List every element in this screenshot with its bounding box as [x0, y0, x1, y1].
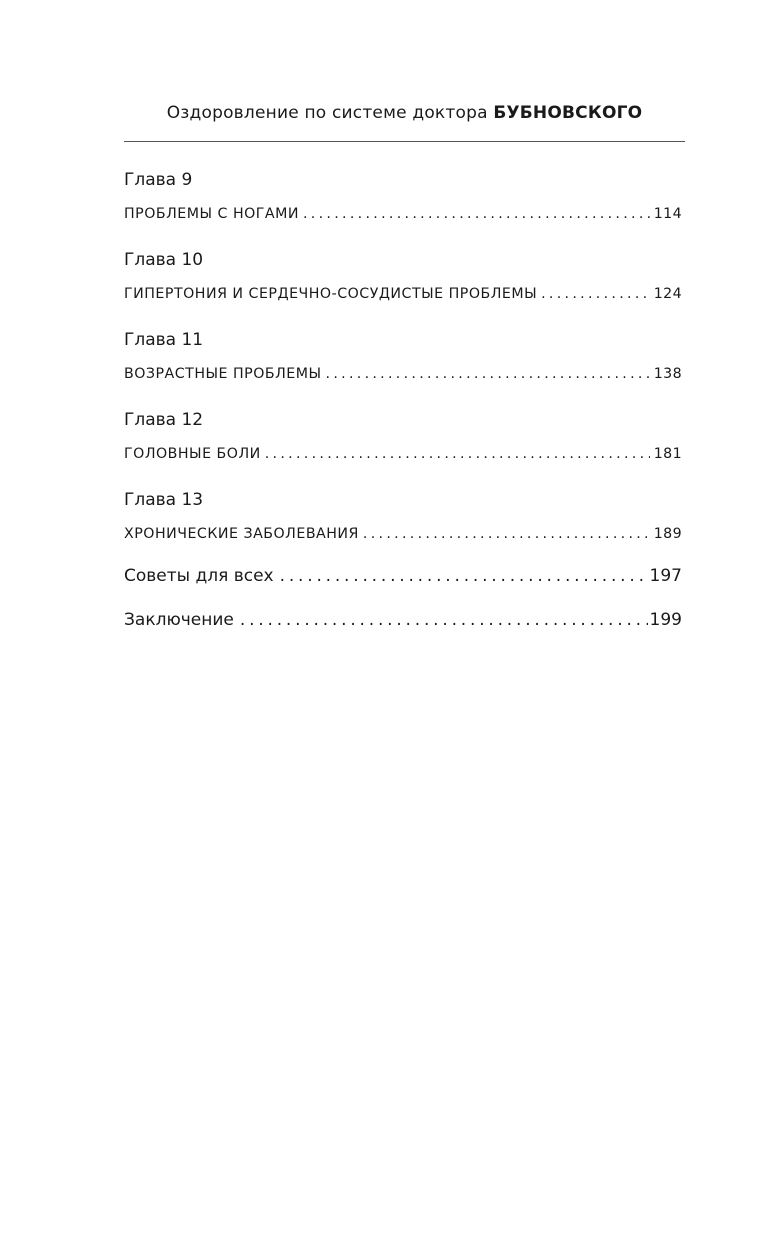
chapter-label: Глава 12: [124, 410, 204, 430]
toc-entry-title: Советы для всех: [124, 566, 274, 586]
toc-page-number: 189: [653, 526, 682, 542]
toc-chapter-12: [124, 408, 682, 464]
chapter-label: Глава 10: [124, 250, 204, 270]
toc-entry-title: ГИПЕРТОНИЯ И СЕРДЕЧНО-СОСУДИСТЫЕ ПРОБЛЕМЫ: [124, 286, 538, 302]
toc-entry[interactable]: [124, 444, 682, 464]
table-of-contents: [124, 168, 682, 652]
toc-entry[interactable]: [124, 364, 682, 384]
toc-page-number: 197: [649, 566, 682, 586]
dot-leader: [326, 364, 650, 384]
toc-page-number: 199: [649, 610, 682, 630]
dot-leader: [541, 284, 650, 304]
dot-leader: [280, 564, 648, 588]
toc-entry-title: ХРОНИЧЕСКИЕ ЗАБОЛЕВАНИЯ: [124, 526, 359, 542]
toc-chapter-13: [124, 488, 682, 544]
dot-leader: [303, 204, 650, 224]
toc-page-number: 124: [653, 286, 682, 302]
dot-leader: [265, 444, 650, 464]
toc-section-conclusion[interactable]: [124, 608, 682, 632]
running-header: [124, 103, 685, 123]
toc-entry[interactable]: [124, 284, 682, 304]
toc-chapter-11: [124, 328, 682, 384]
dot-leader: [363, 524, 650, 544]
toc-page-number: 114: [653, 206, 682, 222]
running-header-author: БУБНОВСКОГО: [493, 103, 643, 123]
toc-page-number: 181: [653, 446, 682, 462]
toc-entry-title: ВОЗРАСТНЫЕ ПРОБЛЕМЫ: [124, 366, 322, 382]
toc-entry[interactable]: [124, 204, 682, 224]
toc-entry[interactable]: [124, 524, 682, 544]
chapter-label: Глава 11: [124, 330, 204, 350]
header-divider: [124, 141, 685, 142]
dot-leader: [240, 608, 648, 632]
running-header-title: Оздоровление по системе доктора: [166, 103, 494, 123]
toc-entry-title: ПРОБЛЕМЫ С НОГАМИ: [124, 206, 299, 222]
chapter-label: Глава 9: [124, 170, 193, 190]
toc-page-number: 138: [653, 366, 682, 382]
toc-entry-title: Заключение: [124, 610, 234, 630]
toc-chapter-9: [124, 168, 682, 224]
toc-entry-title: ГОЛОВНЫЕ БОЛИ: [124, 446, 261, 462]
chapter-label: Глава 13: [124, 490, 204, 510]
toc-section-tips[interactable]: [124, 564, 682, 588]
toc-chapter-10: [124, 248, 682, 304]
